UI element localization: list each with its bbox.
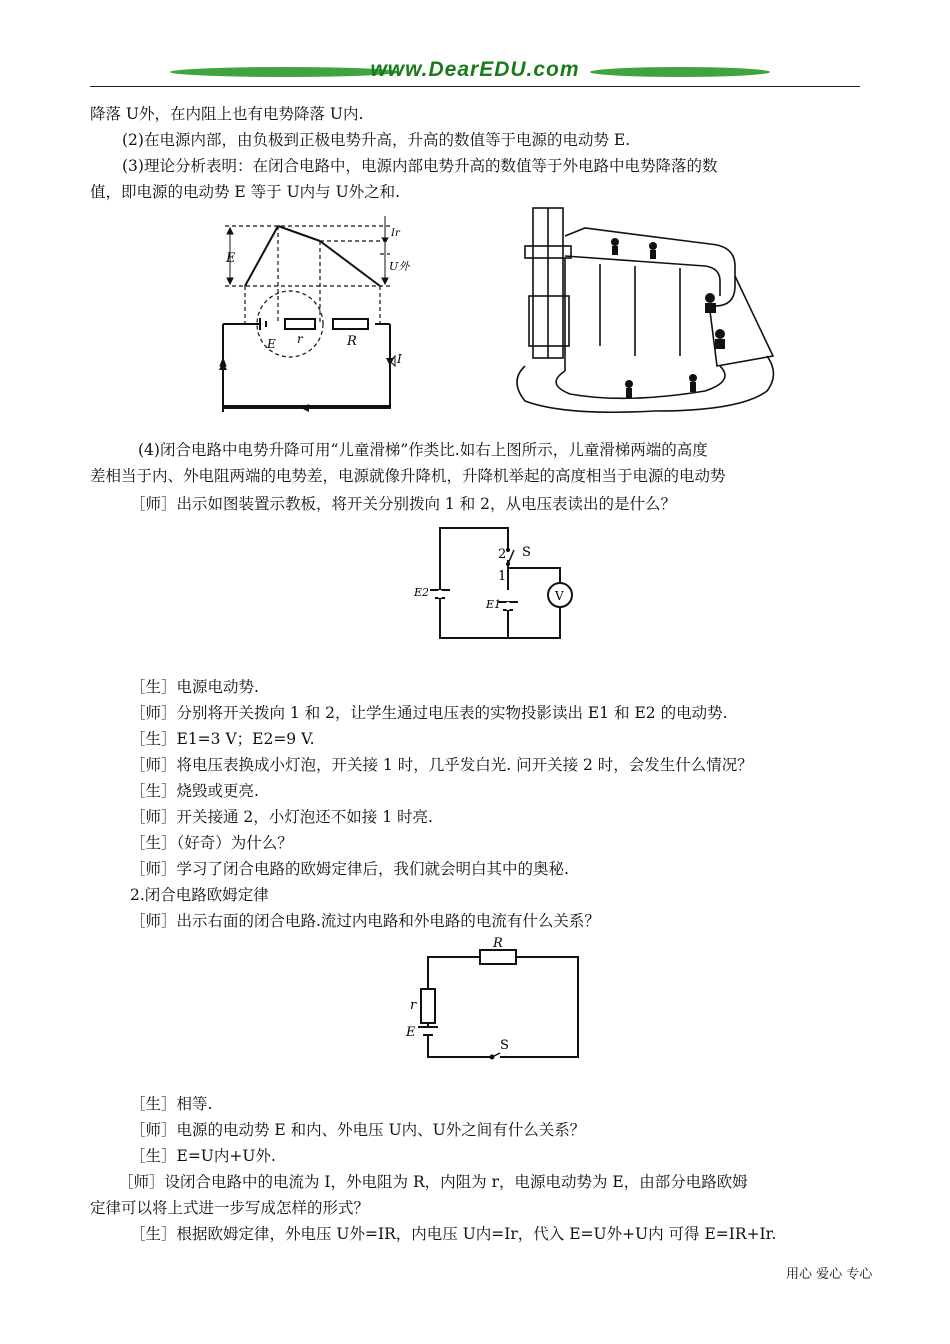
text-line: ［生］E1=3 V；E2=9 V. <box>130 730 315 748</box>
text-line: ［师］将电压表换成小灯泡，开关接 1 时，几乎发白光. 问开关接 2 时，会发生什么情况？ <box>130 756 753 774</box>
text-line: ［师］出示右面的闭合电路.流过内电路和外电路的电流有什么关系？ <box>130 912 600 930</box>
page-footer: 用心 爱心 专心 <box>786 1267 873 1282</box>
fig1-r-label: r <box>297 332 303 346</box>
fig1-i-label: I <box>397 352 402 366</box>
text-line: ［师］电源的电动势 E 和内、外电压 U内、U外之间有什么关系？ <box>130 1121 586 1139</box>
fig1-ir-label: Ir <box>391 228 400 239</box>
header-rule <box>90 86 860 87</box>
text-line: 值，即电源的电动势 E 等于 U内与 U外之和. <box>90 183 401 201</box>
potential-diagram-loop <box>205 320 415 415</box>
text-line: ［生］（好奇）为什么？ <box>130 834 293 852</box>
fig3-pos1-label: 1 <box>498 569 507 584</box>
fig4-R-label: R <box>493 936 503 951</box>
text-line: 定律可以将上式进一步写成怎样的形式？ <box>90 1199 370 1217</box>
section-heading: 2.闭合电路欧姆定律 <box>130 886 269 904</box>
text-line: ［师］设闭合电路中的电流为 I，外电阻为 R，内阻为 r，电源电动势为 E，由部分电路欧姆 <box>118 1173 748 1191</box>
text-line: ［生］相等. <box>130 1095 213 1113</box>
closed-circuit-diagram <box>400 935 590 1065</box>
text-line: (3)理论分析表明：在闭合电路中，电源内部电势升高的数值等于外电路中电势降落的数 <box>122 157 718 175</box>
switch-voltmeter-circuit <box>410 520 590 645</box>
text-line: ［生］根据欧姆定律，外电压 U外=IR，内电压 U内=Ir，代入 E=U外+U内 可得 E=IR+Ir. <box>130 1225 777 1243</box>
fig1-u-label: U外 <box>389 260 410 273</box>
fig3-voltmeter-label: V <box>555 589 564 603</box>
text-line: (4)闭合电路中电势升降可用“儿童滑梯”作类比.如右上图所示，儿童滑梯两端的高度 <box>138 441 708 459</box>
text-line: 差相当于内、外电阻两端的电势差，电源就像升降机，升降机举起的高度相当于电源的电动势 <box>90 467 726 485</box>
text-line: ［师］出示如图装置示教板，将开关分别拨向 1 和 2，从电压表读出的是什么？ <box>130 495 677 513</box>
text-line: ［生］烧毁或更亮. <box>130 782 259 800</box>
fig1-R-label: R <box>347 334 357 349</box>
fig3-pos2-label: 2 <box>498 547 507 562</box>
text-line: ［师］分别将开关拨向 1 和 2，让学生通过电压表的实物投影读出 E1 和 E2 的电动势. <box>130 704 728 722</box>
fig3-e2-label: E2 <box>414 586 430 599</box>
page-header <box>90 58 860 92</box>
text-line: ［生］电源电动势. <box>130 678 259 696</box>
fig3-e1-label: E1 <box>486 598 502 611</box>
site-logo: www.DearEDU.com <box>370 58 580 81</box>
fig1-e-height-label: E <box>226 251 236 266</box>
fig4-S-label: S <box>500 1038 509 1053</box>
slide-illustration <box>505 206 785 418</box>
fig4-E-label: E <box>406 1025 416 1040</box>
text-line: 降落 U外，在内阻上也有电势降落 U内. <box>90 105 364 123</box>
text-line: ［生］E=U内+U外. <box>130 1147 276 1165</box>
text-line: ［师］开关接通 2，小灯泡还不如接 1 时亮. <box>130 808 433 826</box>
fig4-r-label: r <box>410 998 417 1013</box>
fig1-e-label: E <box>267 337 276 351</box>
text-line: (2)在电源内部，由负极到正极电势升高，升高的数值等于电源的电动势 E. <box>122 131 631 149</box>
fig3-switch-label: S <box>522 545 531 560</box>
text-line: ［师］学习了闭合电路的欧姆定律后，我们就会明白其中的奥秘. <box>130 860 569 878</box>
